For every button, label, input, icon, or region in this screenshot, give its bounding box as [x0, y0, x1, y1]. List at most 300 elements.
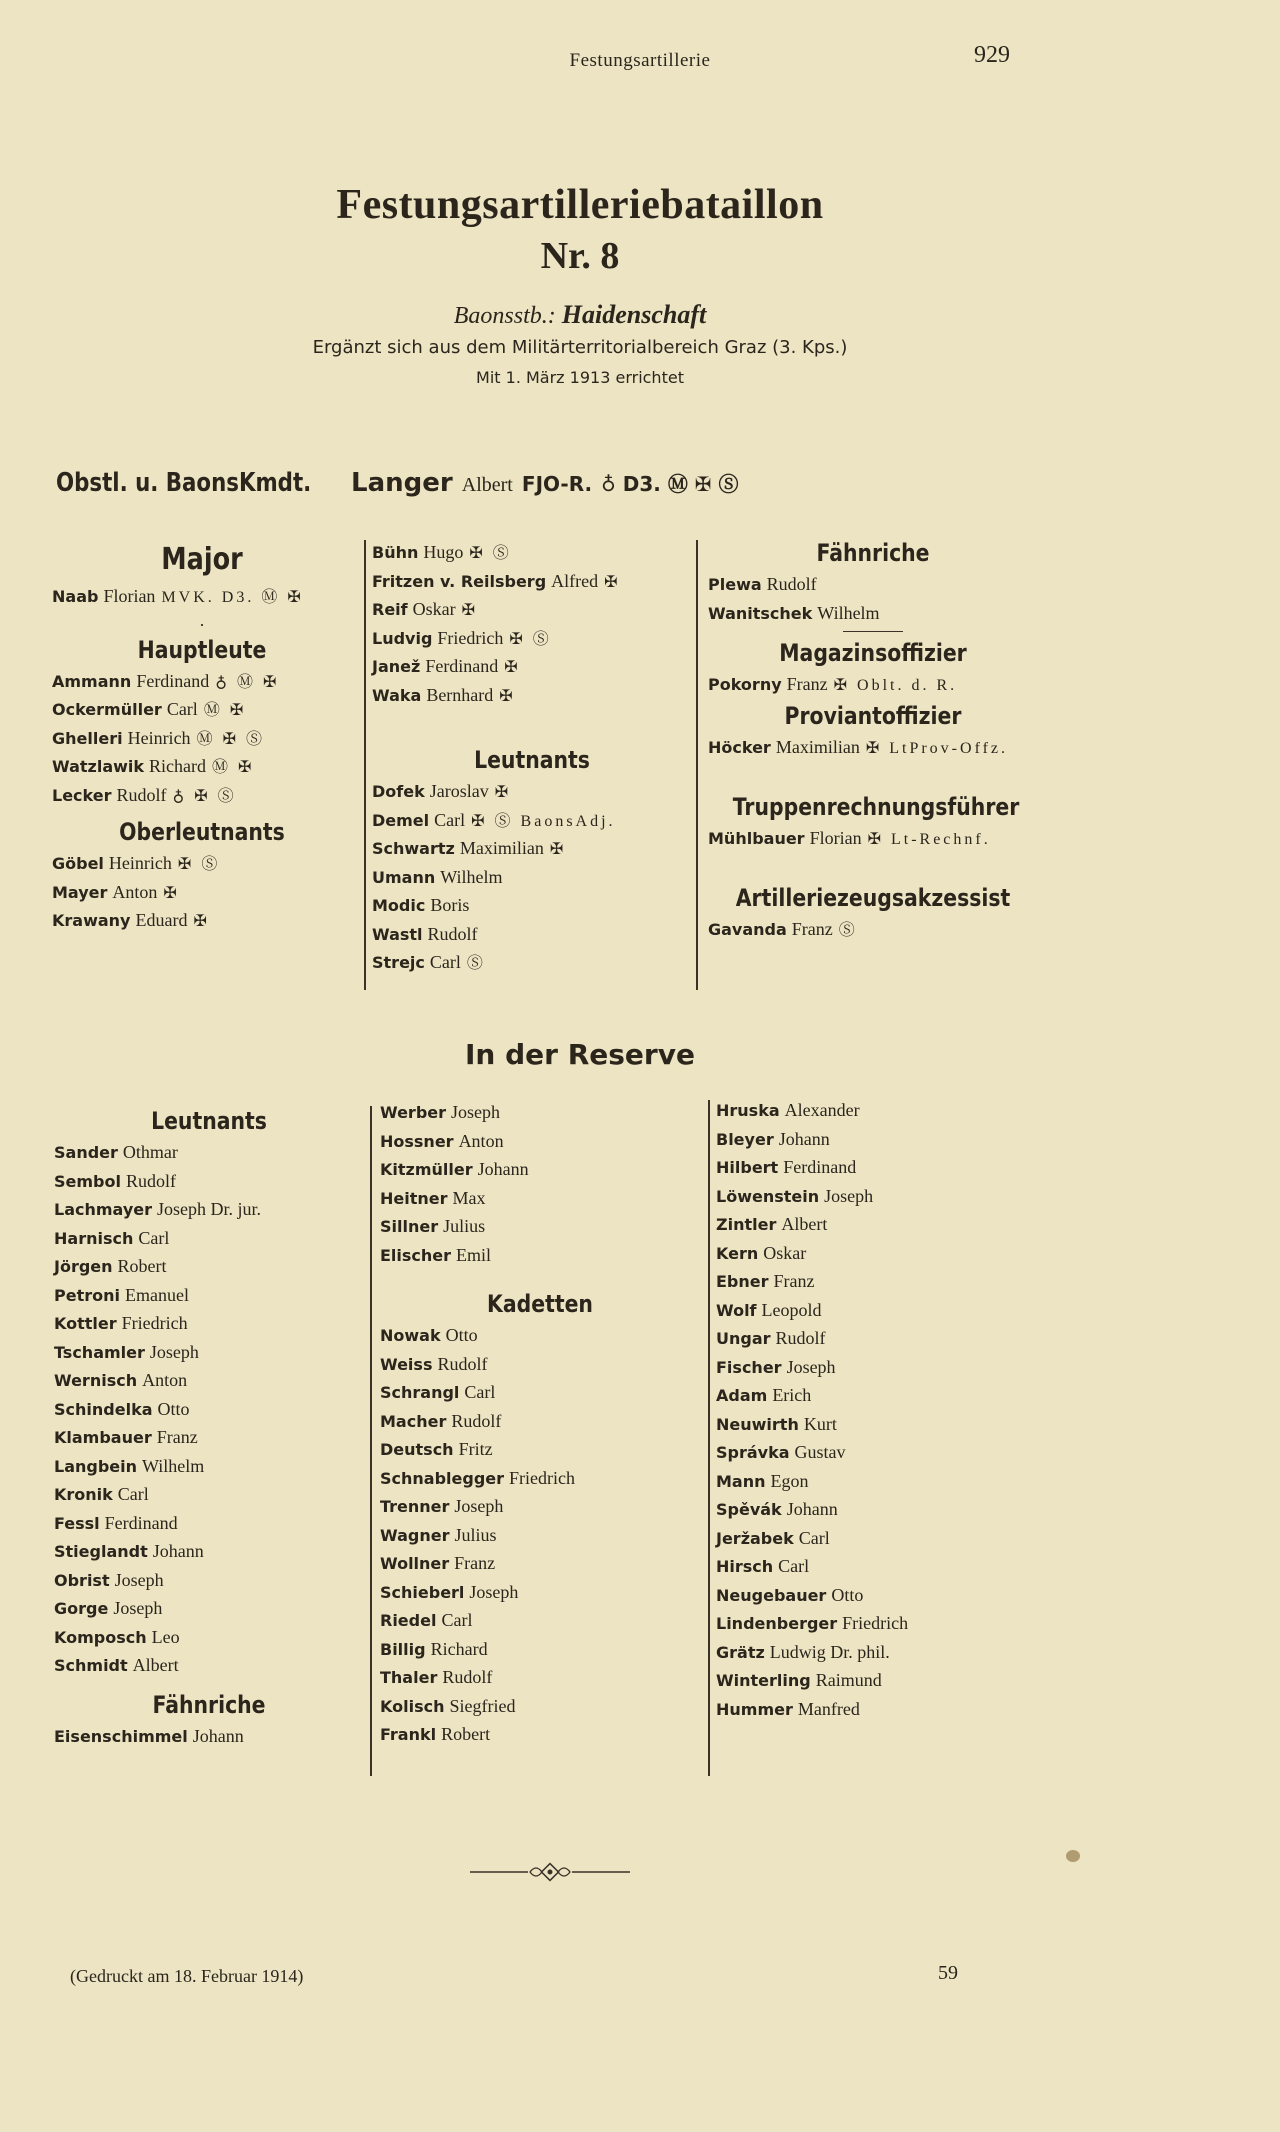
list-item [380, 1350, 700, 1379]
given-name: Wilhelm [440, 866, 503, 887]
surname: Fessl [54, 1513, 100, 1533]
list-item [54, 1566, 364, 1595]
surname: Fritzen v. Reilsberg [372, 571, 547, 591]
surname: Riedel [380, 1611, 437, 1630]
list-item [54, 1195, 364, 1224]
list-item [716, 1153, 1046, 1182]
surname: Deutsch [380, 1440, 454, 1459]
founded-note: Mit 1. März 1913 errichtet [476, 368, 684, 387]
list-item [54, 1594, 364, 1623]
surname: Löwenstein [716, 1186, 820, 1206]
surname: Frankl [380, 1725, 437, 1744]
given-name: Carl [464, 1382, 496, 1402]
list-item [716, 1524, 1046, 1553]
list-item [380, 1378, 700, 1407]
surname: Sillner [380, 1217, 439, 1236]
list-item [716, 1125, 1046, 1154]
surname: Ockermüller [52, 700, 162, 719]
decorations: ✠ [604, 573, 621, 591]
surname: Kronik [54, 1485, 113, 1504]
commander-role: Obstl. u. BaonsKmdt. [56, 468, 312, 498]
station-name: Haidenschaft [561, 300, 707, 329]
surname: Jörgen [54, 1257, 113, 1276]
surname: Grätz [716, 1642, 765, 1662]
given-name: Bernhard [426, 684, 494, 705]
surname: Naab [52, 587, 99, 606]
given-name: Johann [786, 1499, 838, 1519]
list-item [380, 1692, 700, 1721]
list-item [52, 752, 352, 781]
list-item [54, 1366, 364, 1395]
list-item [716, 1096, 1046, 1125]
surname: Göbel [52, 854, 104, 873]
given-name: Manfred [797, 1698, 860, 1719]
list-item [380, 1635, 700, 1664]
surname: Janež [372, 657, 421, 676]
reserve-column-3 [716, 1096, 1046, 1723]
list-item [716, 1296, 1046, 1325]
surname: Heitner [380, 1188, 448, 1208]
column-rule [708, 1100, 710, 1776]
list-item [54, 1138, 364, 1167]
decorations: Ⓢ [466, 955, 486, 972]
oberleutnants-continued-list [372, 538, 692, 709]
given-name: Julius [443, 1216, 486, 1236]
list-item [372, 834, 692, 863]
given-name: Rudolf [451, 1410, 502, 1431]
surname: Strejc [372, 953, 425, 972]
list-item [372, 891, 692, 920]
column-rule [364, 540, 366, 990]
unit-title: Festungsartilleriebataillon [336, 182, 824, 228]
station-label: Baonsstb.: [453, 303, 556, 329]
surname: Stieglandt [54, 1542, 148, 1561]
surname: Werber [380, 1103, 447, 1122]
list-item [372, 652, 692, 681]
given-name: Joseph [824, 1185, 874, 1206]
given-name: Carl [434, 809, 466, 830]
surname: Neugebauer [716, 1585, 827, 1605]
surname: Lecker [52, 785, 112, 805]
given-name: Albert [781, 1214, 828, 1234]
surname: Wolf [716, 1300, 757, 1320]
list-item [716, 1324, 1046, 1353]
list-item [54, 1309, 364, 1338]
surname: Komposch [54, 1627, 147, 1647]
list-item [52, 781, 352, 810]
given-name: Franz [454, 1553, 496, 1573]
surname: Jeržabek [716, 1528, 794, 1548]
list-item [708, 599, 1038, 628]
surname: Ghelleri [52, 728, 123, 748]
surname: Neuwirth [716, 1414, 799, 1434]
stain [1066, 1850, 1080, 1862]
surname: Ammann [52, 671, 132, 691]
given-name: Leo [151, 1626, 180, 1647]
given-name: Friedrich [437, 627, 504, 648]
surname: Plewa [708, 575, 762, 594]
list-item [716, 1410, 1046, 1439]
given-name: Ferdinand [783, 1157, 857, 1177]
given-name: Rudolf [125, 1170, 176, 1191]
unit-number: Nr. 8 [540, 235, 620, 277]
surname: Mayer [52, 882, 108, 902]
surname: Gorge [54, 1599, 109, 1618]
surname: Fischer [716, 1357, 782, 1377]
surname: Elischer [380, 1245, 452, 1265]
given-name: Gustav [794, 1442, 846, 1462]
list-item [54, 1395, 364, 1424]
surname: Hossner [380, 1131, 454, 1151]
given-name: Joseph [114, 1569, 164, 1590]
list-item [372, 538, 692, 567]
given-name: Carl [138, 1227, 170, 1248]
surname: Eisenschimmel [54, 1726, 188, 1746]
given-name: Richard [149, 756, 207, 776]
given-name: Robert [441, 1724, 491, 1744]
reserve-column-2 [380, 1098, 700, 1749]
given-name: Johann [152, 1541, 204, 1561]
heading-hauptleute: Hauptleute [137, 635, 267, 664]
given-name: Friedrich [842, 1613, 909, 1633]
decorations: ✠ Ⓢ [509, 630, 552, 648]
surname: Tschamler [54, 1342, 145, 1362]
given-name: Rudolf [427, 923, 478, 944]
station-line [180, 298, 980, 333]
surname: Wagner [380, 1525, 450, 1545]
surname: Thaler [380, 1668, 438, 1687]
given-name: Maximilian [459, 838, 544, 858]
given-name: Boris [430, 895, 470, 915]
given-name: Ferdinand [104, 1512, 178, 1533]
list-item [52, 906, 352, 935]
column-rule [696, 540, 698, 990]
given-name: Rudolf [775, 1328, 826, 1348]
heading-oberleutnants: Oberleutnants [119, 818, 285, 846]
list-item [52, 695, 352, 724]
given-name: Anton [142, 1370, 188, 1390]
list-item [380, 1492, 700, 1521]
list-item [380, 1212, 700, 1241]
surname: Lindenberger [716, 1614, 838, 1633]
surname: Modic [372, 896, 426, 915]
given-name: Leopold [761, 1299, 822, 1320]
list-item [380, 1521, 700, 1550]
given-name: Hugo [423, 542, 464, 562]
list-item [708, 570, 1038, 599]
list-item [372, 595, 692, 624]
given-name: Rudolf [116, 784, 167, 805]
heading-proviantoffizier: Proviantoffizier [784, 701, 962, 730]
list-item [380, 1321, 700, 1350]
given-name: Joseph [454, 1496, 504, 1516]
magazinsoffizier-entry: Pokorny Franz ✠ Oblt. d. R. [708, 674, 958, 694]
surname: Winterling [716, 1671, 811, 1690]
active-column-2 [372, 538, 692, 977]
surname: Nowak [380, 1326, 441, 1345]
list-item [54, 1252, 364, 1281]
decorations: MVK. D3. Ⓜ ✠ [161, 589, 304, 606]
list-item [716, 1267, 1046, 1296]
surname: Krawany [52, 911, 131, 930]
list-item [716, 1381, 1046, 1410]
list-item [716, 1182, 1046, 1211]
surname: Reif [372, 600, 408, 619]
list-item [716, 1239, 1046, 1268]
surname: Waka [372, 685, 422, 705]
list-item [380, 1184, 700, 1213]
given-name: Joseph [113, 1598, 163, 1618]
surname: Ungar [716, 1329, 771, 1348]
heading-major: Major [161, 542, 243, 577]
surname: Kottler [54, 1314, 117, 1333]
leutnants-list [372, 777, 692, 977]
supplement-note: Ergänzt sich aus dem Militärterritorialbereich Graz (3. Kps.) [312, 337, 848, 358]
given-name: Johann [778, 1128, 830, 1149]
surname: Harnisch [54, 1228, 134, 1248]
given-name: Friedrich [121, 1313, 188, 1333]
list-item [54, 1452, 364, 1481]
reserve-column-1 [54, 1104, 364, 1750]
given-name: Johann [192, 1725, 244, 1746]
decorations: ✠ [504, 659, 521, 676]
heading-magazinsoffizier: Magazinsoffizier [779, 639, 967, 667]
surname: Sembol [54, 1171, 121, 1191]
list-item [54, 1722, 364, 1751]
page-number: 929 [974, 42, 1010, 68]
major-list [52, 582, 352, 611]
list-item [716, 1552, 1046, 1581]
surname: Wastl [372, 924, 423, 944]
active-column-3 [708, 536, 1038, 943]
active-column-1 [52, 538, 352, 935]
decorations: ✠ Ⓢ [469, 545, 512, 562]
list-item [54, 1651, 364, 1680]
surname: Weiss [380, 1354, 433, 1374]
surname: Lachmayer [54, 1200, 153, 1219]
given-name: Egon [770, 1470, 809, 1491]
given-name: Alexander [784, 1100, 860, 1120]
list-item [716, 1638, 1046, 1667]
given-name: Carl [798, 1527, 830, 1548]
commander-rank: FJO-R. [521, 472, 593, 496]
commander-line [56, 468, 1236, 498]
kadetten-continued-list [716, 1096, 1046, 1723]
list-item [716, 1467, 1046, 1496]
given-name: Eduard [135, 910, 188, 930]
surname: Schnablegger [380, 1468, 505, 1488]
list-item [716, 1609, 1046, 1638]
dot-separator: · [199, 614, 205, 635]
given-name: Franz [156, 1427, 198, 1447]
given-name: Ferdinand [425, 656, 499, 676]
given-name: Anton [458, 1130, 504, 1151]
given-name: Emil [456, 1244, 492, 1265]
given-name: Oskar [412, 599, 456, 619]
given-name: Anton [112, 881, 158, 902]
heading-faehnriche: Fähnriche [816, 539, 930, 567]
given-name: Carl [441, 1610, 473, 1630]
reserve-leutnants-list [54, 1138, 364, 1680]
given-name: Heinrich [108, 853, 172, 873]
given-name: Carl [778, 1556, 810, 1576]
surname: Zintler [716, 1215, 777, 1234]
list-item [54, 1537, 364, 1566]
surname: Správka [716, 1443, 790, 1462]
commander-given: Albert [461, 474, 513, 496]
given-name: Joseph [149, 1341, 199, 1362]
list-item [52, 667, 352, 696]
list-item [716, 1210, 1046, 1239]
decorations: ✠ [163, 884, 180, 902]
sheet-number: 59 [938, 1962, 958, 1984]
given-name: Wilhelm [142, 1455, 205, 1476]
surname: Watzlawik [52, 757, 145, 776]
surname: Dofek [372, 782, 425, 801]
list-item [380, 1155, 700, 1184]
list-item [380, 1578, 700, 1607]
list-item [372, 863, 692, 892]
given-name: Kurt [803, 1413, 837, 1434]
surname: Hummer [716, 1699, 793, 1719]
artilleriezeugsakzessist-entry: Gavanda Franz Ⓢ [708, 918, 858, 939]
decorations: ✠ Ⓢ BaonsAdj. [471, 812, 616, 830]
surname: Schmidt [54, 1656, 128, 1675]
given-name: Florian [103, 586, 156, 606]
decorations: ✠ Ⓢ [177, 856, 221, 873]
surname: Spěvák [716, 1500, 782, 1519]
list-item [54, 1509, 364, 1538]
list-item [380, 1098, 700, 1127]
title-block [180, 180, 980, 393]
given-name: Joseph [451, 1102, 501, 1122]
surname: Schwartz [372, 839, 455, 858]
list-item [54, 1224, 364, 1253]
faehnriche-list [708, 570, 1038, 627]
list-item [52, 878, 352, 907]
reserve-title: In der Reserve [465, 1038, 695, 1071]
proviantoffizier-entry: Höcker Maximilian ✠ LtProv-Offz. [708, 736, 1009, 757]
given-name: Albert [132, 1655, 179, 1675]
list-item [380, 1464, 700, 1493]
decorations: Ⓜ ✠ [203, 702, 247, 719]
list-item [54, 1338, 364, 1367]
surname: Macher [380, 1411, 447, 1431]
surname: Hruska [716, 1101, 780, 1120]
surname: Ludvig [372, 628, 433, 648]
list-item [54, 1281, 364, 1310]
surname: Bühn [372, 543, 419, 562]
heading-leutnants: Leutnants [474, 746, 590, 774]
surname: Mann [716, 1471, 766, 1491]
list-item [716, 1666, 1046, 1695]
kadetten-list [380, 1321, 700, 1749]
given-name: Wilhelm [817, 602, 880, 623]
given-name: Julius [454, 1524, 497, 1545]
list-item [380, 1407, 700, 1436]
given-name: Carl [117, 1484, 149, 1504]
list-item [52, 849, 352, 878]
list-item [716, 1695, 1046, 1724]
list-item [372, 948, 692, 977]
truppenrechnungsfuehrer-entry: Mühlbauer Florian ✠ Lt-Rechnf. [708, 827, 991, 848]
list-item [716, 1581, 1046, 1610]
surname: Demel [372, 810, 430, 830]
given-name: Carl [166, 699, 198, 719]
heading-truppenrechnungsfuehrer: Truppenrechnungsführer [732, 792, 1020, 821]
surname: Sander [54, 1143, 118, 1162]
given-name: Rudolf [766, 574, 817, 594]
decorations: ✠ [461, 602, 479, 619]
list-item [380, 1606, 700, 1635]
list-item [372, 624, 692, 653]
list-item [372, 920, 692, 949]
given-name: Otto [445, 1325, 478, 1345]
surname: Schrangl [380, 1383, 460, 1402]
given-name: Johann [477, 1159, 529, 1179]
given-name: Friedrich [509, 1467, 576, 1488]
surname: Hilbert [716, 1158, 779, 1177]
list-item [372, 567, 692, 596]
list-item [372, 681, 692, 710]
decorations: ♁ ✠ Ⓢ [172, 787, 237, 805]
given-name: Ferdinand [136, 670, 210, 691]
list-item [380, 1435, 700, 1464]
list-item [372, 806, 692, 835]
given-name: Robert [117, 1256, 167, 1276]
list-item [372, 777, 692, 806]
surname: Kern [716, 1243, 759, 1263]
decorations: ♁ Ⓜ ✠ [215, 673, 280, 691]
printed-note: (Gedruckt am 18. Februar 1914) [70, 1966, 304, 1986]
surname: Trenner [380, 1497, 450, 1516]
given-name: Joseph [786, 1356, 836, 1377]
list-item [380, 1663, 700, 1692]
given-name: Rudolf [442, 1667, 493, 1687]
given-name: Richard [430, 1638, 488, 1659]
column-rule [370, 1106, 372, 1776]
given-name: Alfred [551, 570, 599, 591]
ornament-divider [470, 1860, 630, 1884]
given-name: Carl [429, 952, 461, 972]
given-name: Franz [773, 1271, 815, 1291]
surname: Schieberl [380, 1582, 465, 1602]
list-item [54, 1480, 364, 1509]
given-name: Emanuel [124, 1284, 189, 1305]
given-name: Joseph [469, 1581, 519, 1602]
surname: Wollner [380, 1554, 450, 1573]
surname: Ebner [716, 1272, 769, 1291]
list-item [380, 1549, 700, 1578]
commander-surname: Langer [351, 468, 453, 498]
list-item [716, 1438, 1046, 1467]
list-item [716, 1495, 1046, 1524]
surname: Wanitschek [708, 603, 813, 623]
given-name: Max [452, 1187, 486, 1208]
given-name: Raimund [815, 1670, 882, 1690]
reserve-leutnants-continued-list [380, 1098, 700, 1269]
divider [843, 631, 903, 632]
surname: Billig [380, 1639, 426, 1659]
given-name: Jaroslav [429, 781, 489, 801]
given-name: Siegfried [449, 1695, 516, 1716]
commander-awards: ♁ D3. Ⓜ ✠ Ⓢ [601, 472, 739, 496]
given-name: Othmar [122, 1142, 178, 1162]
surname: Kolisch [380, 1696, 445, 1716]
surname: Hirsch [716, 1557, 774, 1576]
list-item [52, 724, 352, 753]
list-item [52, 582, 352, 611]
